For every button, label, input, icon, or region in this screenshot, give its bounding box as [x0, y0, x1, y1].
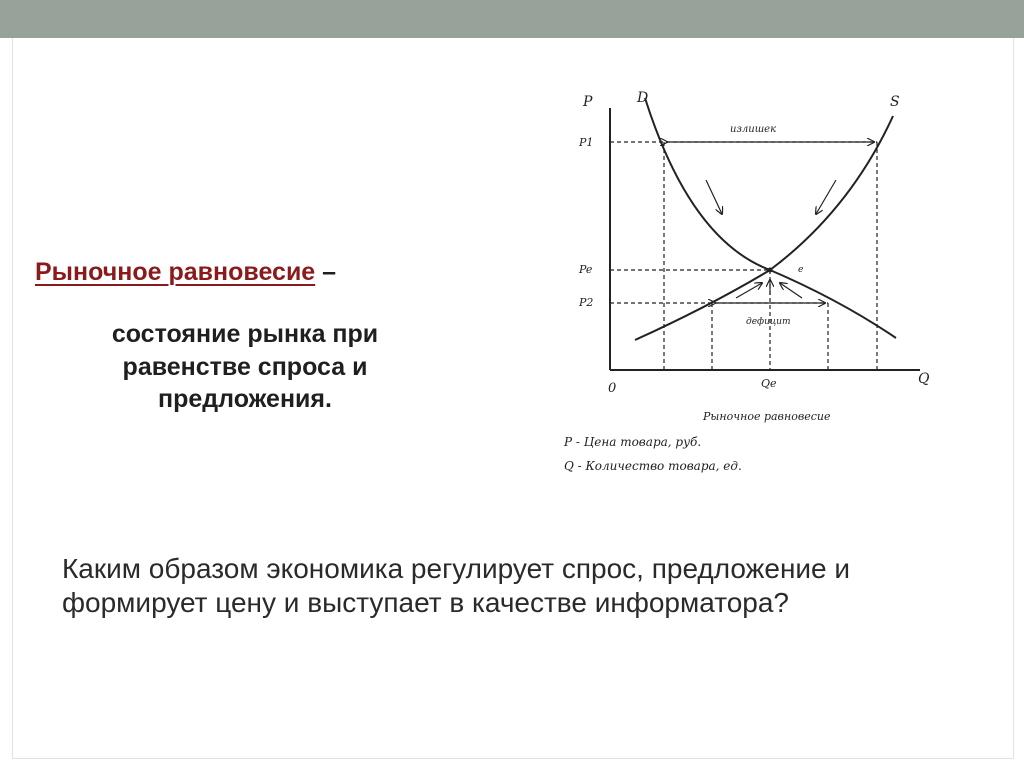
demand-label: D — [637, 90, 649, 106]
equilibrium-point — [768, 268, 773, 273]
question-text: Каким образом экономика регулирует спрос, предложение и формирует цену и выступает в качестве информатора? — [62, 553, 851, 619]
demand-move-arrow — [706, 180, 722, 214]
slide-heading — [35, 258, 336, 287]
supply-label: S — [890, 94, 900, 110]
top-bar — [0, 0, 1024, 38]
pe-label: Pe — [579, 263, 593, 276]
supply-curve — [635, 116, 893, 340]
definition-text: состояние рынка при равенстве спроса и предложения. — [111, 320, 379, 413]
diagram-caption: Рыночное равновесие — [703, 410, 831, 423]
axis-y-label: P — [583, 94, 593, 110]
movement-arrows — [706, 180, 836, 298]
legend-quantity: Q - Количество товара, ед. — [564, 459, 742, 473]
legend-price: P - Цена товара, руб. — [564, 435, 702, 449]
supply-move-arrow — [816, 180, 836, 214]
deficit-move-arrow-left — [736, 283, 762, 298]
surplus-label: излишек — [730, 124, 777, 135]
heading-dash: – — [315, 258, 337, 286]
heading-term: Рыночное равновесие — [35, 258, 316, 286]
p2-label: P2 — [579, 296, 594, 309]
origin-label: 0 — [608, 381, 617, 396]
p1-label: P1 — [579, 136, 594, 149]
qe-label: Qe — [761, 377, 777, 390]
deficit-label: дефицит — [746, 317, 791, 327]
deficit-move-arrow-right — [780, 283, 802, 298]
eq-point-label: e — [798, 265, 804, 275]
equilibrium-diagram — [540, 80, 960, 480]
axis-x-label: Q — [918, 371, 930, 387]
